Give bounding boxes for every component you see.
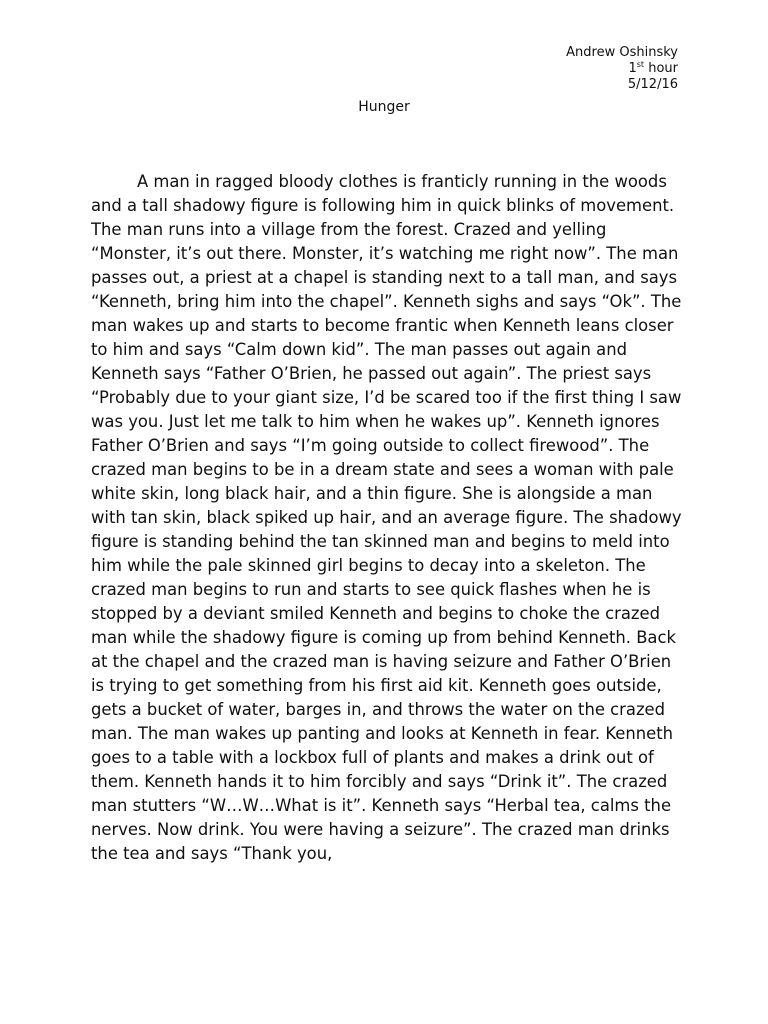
period-word: hour — [644, 61, 678, 76]
story-paragraph: A man in ragged bloody clothes is franticly running in the woods and a tall shadowy figure is following him in quick blinks of movement. The man runs into a village from the forest. Crazed and yelling “Monster, it’s out there. Monster, it’s watching me right now”. The man passes out, a priest at a chapel is standing next to a tall man, and says “Kenneth, bring him into the chapel”. Kenneth sighs and says “Ok”. The man wakes up and starts to become frantic when Kenneth leans closer to him and says “Calm down kid”. The man passes out again and Kenneth says “Father O’Brien, he passed out again”. The priest says “Probably due to your giant size, I’d be scared too if the first thing I saw was you. Just let me talk to him when he wakes up”. Kenneth ignores Father O’Brien and says “I’m going outside to collect firewood”. The crazed man begins to be in a dream state and sees a woman with pale white skin, long black hair, and a thin figure. She is alongside a man with tan skin, black spiked up hair, and an average figure. The shadowy figure is standing behind the tan skinned man and begins to meld into him while the pale skinned girl begins to decay into a skeleton. The crazed man begins to run and starts to see quick flashes when he is stopped by a deviant smiled Kenneth and begins to choke the crazed man while the shadowy figure is coming up from behind Kenneth. Back at the chapel and the crazed man is having seizure and Father O’Brien is trying to get something from his first aid kit. Kenneth goes outside, gets a bucket of water, barges in, and throws the water on the crazed man. The man wakes up panting and looks at Kenneth in fear. Kenneth goes to a table with a lockbox full of plants and makes a drink out of them. Kenneth hands it to him forcibly and says “Drink it”. The crazed man stutters “W…W…What is it”. Kenneth says “Herbal tea, calms the nerves. Now drink. You were having a seizure”. The crazed man drinks the tea and says “Thank you, — [91, 172, 682, 863]
period-suffix: st — [636, 60, 645, 69]
document-header — [566, 45, 678, 93]
document-date: 5/12/16 — [627, 77, 678, 92]
author-name: Andrew Oshinsky — [566, 45, 678, 60]
period-number: 1 — [628, 61, 637, 76]
class-period — [566, 61, 678, 77]
document-title: Hunger — [358, 99, 410, 115]
